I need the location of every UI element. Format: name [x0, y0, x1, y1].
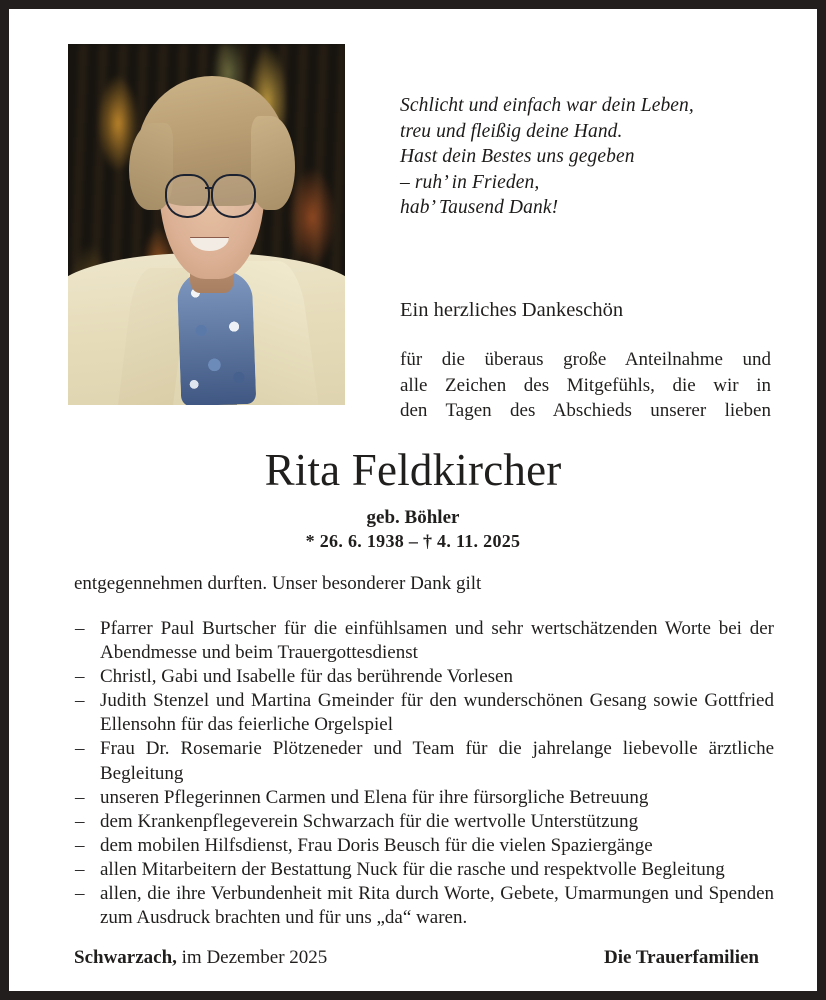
thanks-item-text: Christl, Gabi und Isabelle für das berührende Vorlesen — [100, 666, 513, 688]
bullet-dash-icon: – — [75, 690, 85, 712]
thanks-intro-line: den Tagen des Abschieds unserer lieben — [400, 400, 771, 421]
bullet-dash-icon: – — [75, 618, 85, 639]
poem-line: hab’ Tausend Dank! — [400, 197, 559, 218]
thanks-item-text: Judith Stenzel und Martina Gmeinder für den wunderschönen Gesang sowie Gottfried Ellensohn für das feierliche Orgelspiel — [100, 690, 774, 736]
bullet-dash-icon: – — [75, 786, 85, 808]
memorial-poem — [400, 93, 780, 221]
deceased-maiden-name: geb. Böhler — [366, 507, 460, 528]
thanks-list — [74, 617, 774, 930]
photo-eyeglass-lens-left — [165, 174, 211, 218]
thanks-item-text: dem mobilen Hilfsdienst, Frau Doris Beusch für die vielen Spaziergänge — [100, 834, 653, 856]
thanks-list-item — [74, 665, 774, 689]
portrait-photo — [68, 44, 345, 405]
poem-line: Hast dein Bestes uns gegeben — [400, 146, 635, 167]
thanks-list-item — [74, 617, 774, 665]
thanks-item-text: unseren Pflegerinnen Carmen und Elena für ihre fürsorgliche Betreuung — [100, 786, 649, 808]
thanks-heading: Ein herzliches Dankeschön — [400, 299, 624, 321]
poem-line: – ruh’ in Frieden, — [400, 171, 540, 193]
thanks-item-text: Pfarrer Paul Burtscher für die einfühlsamen und sehr wertschätzenden Worte bei der Abendmesse und beim Trauergottesdienst — [100, 618, 774, 664]
bullet-dash-icon: – — [75, 666, 85, 688]
bullet-dash-icon: – — [75, 810, 85, 832]
thanks-list-item — [74, 689, 774, 737]
footer-date: im Dezember 2025 — [181, 947, 328, 968]
thanks-intro-line: alle Zeichen des Mitgefühls, die wir in — [400, 374, 771, 396]
bullet-dash-icon: – — [75, 738, 85, 760]
deceased-name: Rita Feldkircher — [264, 445, 562, 495]
thanks-item-text: allen Mitarbeitern der Bestattung Nuck für die rasche und respektvolle Begleitung — [100, 858, 725, 880]
poem-line: treu und fleißig deine Hand. — [400, 120, 623, 142]
thanks-list-item — [74, 786, 774, 810]
footer-place-and-date — [74, 947, 327, 969]
deceased-dates: * 26. 6. 1938 – † 4. 11. 2025 — [305, 531, 521, 551]
footer-signature: Die Trauerfamilien — [604, 947, 759, 968]
footer-place: Schwarzach, — [74, 947, 177, 968]
thanks-list-item — [74, 737, 774, 785]
notice-sheet — [9, 9, 817, 991]
thanks-list-item — [74, 858, 774, 882]
thanks-item-text: dem Krankenpflegeverein Schwarzach für die wertvolle Unterstützung — [100, 810, 639, 832]
thanks-list-item — [74, 834, 774, 858]
thanks-list-item — [74, 810, 774, 834]
bullet-dash-icon: – — [75, 834, 85, 856]
poem-line: Schlicht und einfach war dein Leben, — [400, 95, 694, 116]
thanks-intro — [400, 347, 771, 424]
thanks-resume-line: entgegennehmen durften. Unser besonderer Dank gilt — [74, 573, 482, 594]
bullet-dash-icon: – — [75, 883, 85, 905]
photo-eyeglass-lens-right — [211, 174, 257, 218]
bullet-dash-icon: – — [75, 858, 85, 880]
thanks-list-item — [74, 882, 774, 930]
thanks-item-text: Frau Dr. Rosemarie Plötzeneder und Team für die jahrelange liebevolle ärztliche Begleitung — [100, 738, 774, 784]
thanks-item-text: allen, die ihre Verbundenheit mit Rita durch Worte, Gebete, Umarmungen und Spenden zum Ausdruck brachten und für uns „da“ waren. — [100, 883, 774, 929]
thanks-intro-line: für die überaus große Anteilnahme und — [400, 349, 771, 370]
photo-eyeglass-bridge — [205, 187, 212, 189]
notice-footer — [74, 947, 759, 969]
